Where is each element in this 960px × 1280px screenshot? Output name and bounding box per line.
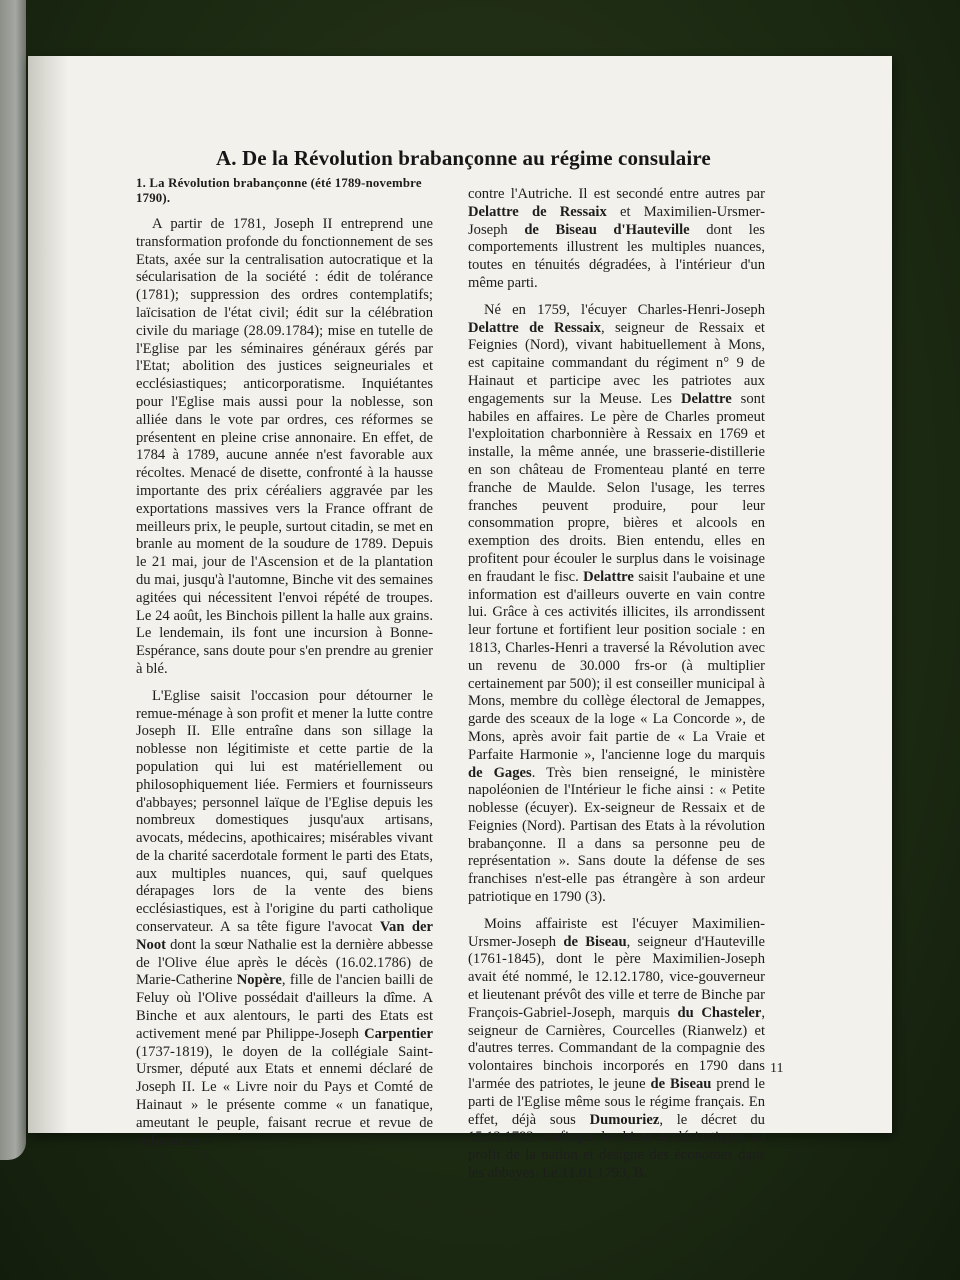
text-run: sont habiles en affaires. Le père de Charles promeut l'exploitation charbonnière à Ressaix en 1769 et installe, la même année, une brasserie-distillerie en son château de Fromenteau planté en terre franche de Maulde. Selon l'usage, les terres franches peuvent produire, pour leur consommation propre, bières et alcools en exemption des droits. Bien entendu, elles en profitent pour écouler le surplus dans le voisinage en fraudant le fisc. [468,390,765,585]
bold-name: Van der Noot [136,919,433,953]
text-run: , fille de l'ancien bailli de Feluy où l'Olive possédait d'ailleurs la dîme. A Binche et aux alentours, le parti des Etats est activement mené par Philippe-Joseph [136,972,433,1042]
paragraph [468,186,765,293]
previous-page-edge [0,0,26,1160]
right-column [468,186,765,1192]
text-run: (1737-1819), le doyen de la collégiale Saint-Ursmer, député aux Etats et ennemi déclaré de Joseph II. Le « Livre noir du Pays et Comté de Hainaut » le présente comme « un fanatique, ameutant le peuple, faisant recrue et revue de volontaires » [136,1043,433,1149]
bold-name: Carpentier [364,1025,433,1042]
bold-name: de Biseau [650,1076,712,1093]
bold-name: de Gages [468,764,532,781]
section-title: A. De la Révolution brabançonne au régime consulaire [216,146,711,170]
left-column [136,176,433,1159]
bold-name: de Biseau [563,933,627,950]
text-run: A partir de 1781, Joseph II entreprend une transformation profonde du fonctionnement de ses Etats, axée sur la centralisation autocratique et la sécularisation de la société : édit de tolérance (1781); suppression des ordres contemplatifs; laïcisation de l'état civil; édit sur la célébration civile du mariage (28.09.1784); mise en tutelle de l'Eglise par les séminaires généraux gérés par l'Etat; abolition des justices seigneuriales et ecclésiastiques; anticorporatisme. Inquiétantes pour l'Eglise mais aussi pour la noblesse, son alliée dans le vote par ordres, ces réformes se présentent en pleine crise annonaire. En effet, de 1784 à 1789, aucune année n'est favorable aux récoltes. Menacé de disette, confronté à la hausse importante des prix céréaliers aggravée par les exportations massives vers la France offrant de meilleurs prix, le peuple, surtout citadin, se met en branle au moment de la soudure de 1789. Depuis le 21 mai, jour de l'Ascension et de la plantation du mai, jusqu'à l'automne, Binche vit des semaines agitées qui nécessitent l'envoi répété de troupes. Le 24 août, les Binchois pillent la halle aux grains. Le lendemain, ils font une incursion à Bonne-Espérance, sans doute pour s'en prendre au grenier à blé. [136,216,433,677]
text-run: saisit l'aubaine et une information est d'ailleurs ouverte en vain contre lui. Grâce à ces activités illicites, ils arrondissent leur fortune et fortifient leur position sociale : en 1813, Charles-Henri a traversé la Révolution avec un revenu de 30.000 frs-or (à multiplier certainement par 500); il est conseiller municipal à Mons, membre du collège électoral de Jemappes, garde des sceaux de la loge « La Concorde », de Mons, après avoir fait partie de « La Vraie et Parfaite Harmonie », l'ancienne loge du marquis [468,568,765,763]
bold-name: de Biseau d'Hauteville [524,221,690,238]
bold-name: du Chasteler [677,1004,762,1021]
text-run: , seigneur de Carnières, Courcelles (Rianwelz) et d'autres terres. Commandant de la compagnie des volontaires binchois incorporés en 1790 dans l'armée des patriotes, le jeune [468,1004,765,1093]
bold-name: Dumouriez [589,1111,660,1128]
text-run: dont les comportements illustrent les multiples nuances, toutes en ténuités dégradées, à l'intérieur d'un même parti. [468,221,765,291]
text-run: dont la sœur Nathalie est la dernière abbesse de l'Olive élue après le décès (16.02.1786) de Marie-Catherine [136,936,433,989]
paragraph [468,916,765,1183]
bold-name: Delattre de Ressaix [468,203,607,220]
bold-name: Delattre de Ressaix [468,319,601,336]
paragraph [136,688,433,1151]
bold-name: Delattre [583,568,634,585]
bold-name: Nopère [236,972,282,989]
text-run: Moins affairiste est l'écuyer Maximilien-Ursmer-Joseph [468,915,765,950]
text-run: Né en 1759, l'écuyer Charles-Henri-Joseph [484,301,765,318]
book-page [28,56,892,1182]
text-run: , seigneur de Ressaix et Feignies (Nord), vivant habituellement à Mons, est capitaine commandant du régiment n° 9 de Hainaut et participe avec les patriotes aux engagements sur la Meuse. Les [468,319,765,407]
paragraph [136,216,433,679]
text-run: contre l'Autriche. Il est secondé entre autres par [468,186,765,202]
text-run: et Maximilien-Ursmer-Joseph [468,203,765,238]
text-run: , le décret du 15.12.1792 confisque les biens ecclésiastiques au profit de la nation et désigne des économes dans les abbayes. Le 11.01.1793, B. [468,1111,765,1182]
text-run: , seigneur d'Hauteville (1761-1845), dont le père Maximilien-Joseph avait été nommé, le 12.12.1780, vice-gouverneur et lieutenant prévôt des ville et terre de Binche par François-Gabriel-Joseph, marquis [468,933,765,1021]
bold-name: Delattre [680,390,732,407]
subsection-heading: 1. La Révolution brabançonne (été 1789-novembre 1790). [136,176,422,205]
text-run: . Très bien renseigné, le ministère napoléonien de l'Intérieur le fiche ainsi : « Petite noblesse (écuyer). Ex-seigneur de Ressaix et de Feignies (Nord). Partisan des Etats à la révolution brabançonne. Il a dans sa personne peu de représentation ». Sans doute la défense de ses franchises n'est-elle pas étrangère à son ardeur patriotique en 1790 (3). [468,764,765,906]
text-run: L'Eglise saisit l'occasion pour détourner le remue-ménage à son profit et mener la lutte contre Joseph II. Elle entraîne dans son sillage la noblesse non légitimiste et cette partie de la population qui lui est matériellement ou philosophiquement liée. Fermiers et fournisseurs d'abbayes; personnel laïque de l'Eglise depuis les nombreux domestiques jusqu'aux artisans, avocats, médecins, apothicaires; misérables vivant de la charité sacerdotale forment le parti des Etats, aux multiples nuances, qui, sauf quelques dérapages lors de la vente des biens ecclésiastiques, est à l'origine du parti catholique conservateur. A sa tête figure l'avocat [136,687,433,936]
page-number: 11 [770,1061,784,1076]
paragraph [468,302,765,907]
text-run: prend le parti de l'Eglise même sous le régime français. En effet, déjà sous [468,1076,765,1128]
page-gutter-shadow [28,56,68,1133]
